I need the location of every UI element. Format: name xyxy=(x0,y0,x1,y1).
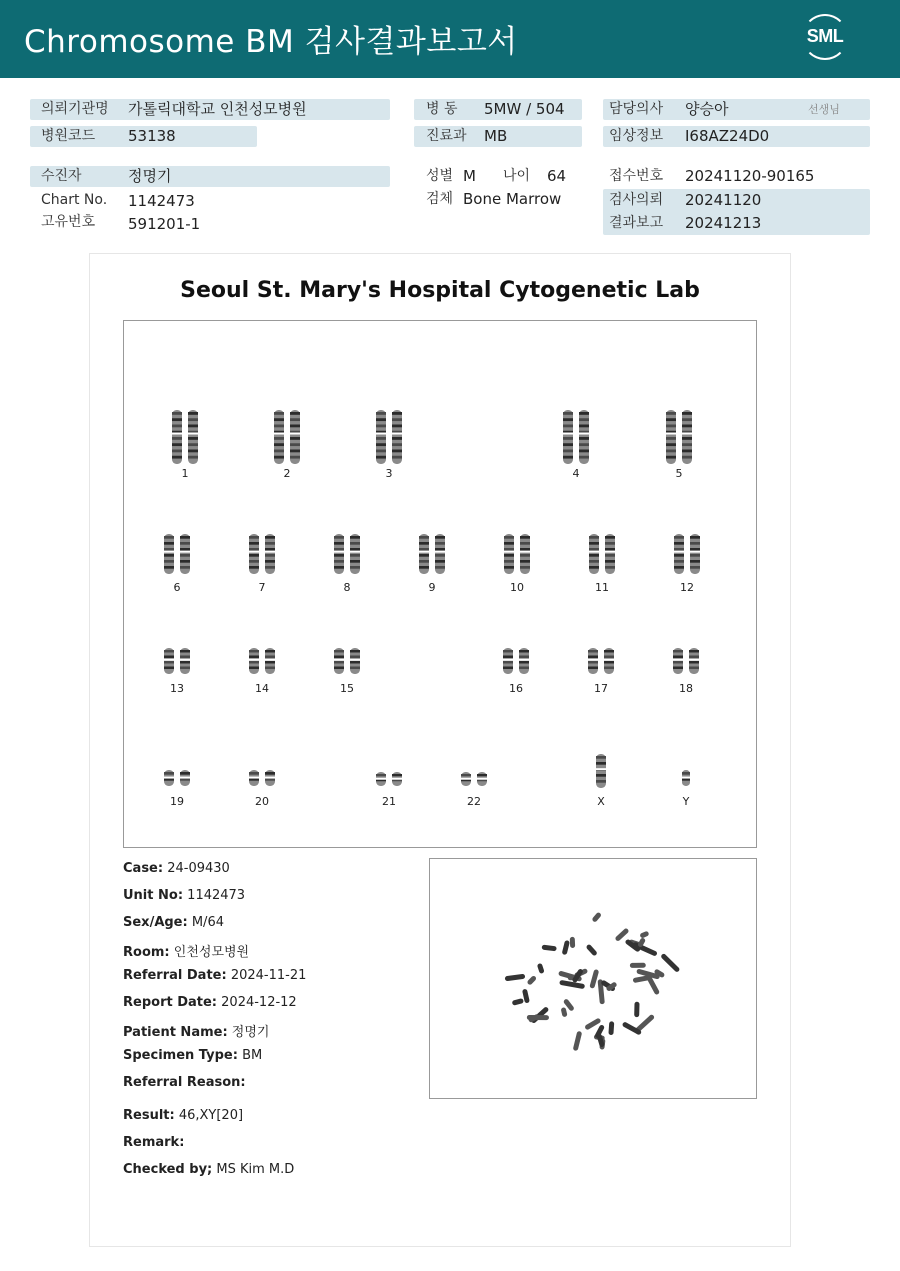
repdate-label: Report Date: xyxy=(123,995,218,1010)
hosp-code-label: 병원코드 xyxy=(41,128,96,144)
chromosome-14 xyxy=(237,647,287,696)
checked-label: Checked by; xyxy=(123,1162,213,1177)
chromosome-pair-17-icon xyxy=(584,647,618,675)
chromosome-pair-20-icon xyxy=(245,769,279,787)
metaphase-chromosome xyxy=(630,963,646,968)
chromosome-pair-13-icon xyxy=(160,647,194,675)
cytogenetic-report xyxy=(89,253,791,1247)
chart-value: 1142473 xyxy=(128,192,195,210)
room-label: Room: xyxy=(123,945,170,960)
metaphase-chromosome xyxy=(591,912,602,923)
pname-line xyxy=(123,1021,269,1040)
case-label: Case: xyxy=(123,861,164,876)
chromosome-label-21: 21 xyxy=(382,795,396,808)
result-label: Result: xyxy=(123,1108,175,1123)
room-line xyxy=(123,941,249,960)
chromosome-4 xyxy=(551,409,601,481)
metaphase-chromosome xyxy=(512,998,524,1006)
chromosome-label-8: 8 xyxy=(343,581,351,594)
case-value: 24-09430 xyxy=(167,861,230,876)
spec-value: BM xyxy=(242,1048,263,1063)
chromosome-label-y: Y xyxy=(682,795,690,808)
chromosome-pair-7-icon xyxy=(245,533,279,575)
chromosome-label-2: 2 xyxy=(283,467,291,480)
chromosome-pair-x-icon xyxy=(584,753,618,789)
metaphase-chromosome xyxy=(542,945,557,952)
chromosome-y xyxy=(661,769,711,809)
chromosome-5 xyxy=(654,409,704,481)
chromosome-pair-5-icon xyxy=(662,409,696,465)
doctor-suffix: 선생님 xyxy=(808,103,840,116)
chromosome-label-5: 5 xyxy=(675,467,683,480)
metaphase-chromosome xyxy=(561,1007,568,1017)
chromosome-19 xyxy=(152,769,202,809)
chromosome-8 xyxy=(322,533,372,595)
chromosome-7 xyxy=(237,533,287,595)
metaphase-spread-image xyxy=(429,858,757,1099)
chart-label: Chart No. xyxy=(41,192,108,208)
metaphase-chromosome xyxy=(608,1021,614,1035)
receipt-label: 접수번호 xyxy=(609,168,664,184)
age-label: 나이 xyxy=(503,168,531,184)
sml-logo xyxy=(800,14,850,64)
chromosome-label-4: 4 xyxy=(572,467,580,480)
chromosome-label-9: 9 xyxy=(428,581,436,594)
chromosome-pair-12-icon xyxy=(670,533,704,575)
chromosome-pair-3-icon xyxy=(372,409,406,465)
metaphase-chromosome xyxy=(634,1002,639,1018)
dept-value: MB xyxy=(484,127,508,145)
lab-title: Seoul St. Mary's Hospital Cytogenetic Lab xyxy=(180,278,700,303)
chromosome-11 xyxy=(577,533,627,595)
chromosome-label-12: 12 xyxy=(680,581,694,594)
hosp-code-value: 53138 xyxy=(128,127,176,145)
chromosome-12 xyxy=(662,533,712,595)
checked-line xyxy=(123,1162,294,1177)
chromosome-pair-10-icon xyxy=(500,533,534,575)
reason-line xyxy=(123,1075,246,1090)
remark-label: Remark: xyxy=(123,1135,185,1150)
metaphase-chromosome xyxy=(537,963,545,974)
metaphase-chromosome xyxy=(589,969,599,989)
sexage-line xyxy=(123,915,224,930)
room-value: 인천성모병원 xyxy=(173,945,250,960)
sexage-label: Sex/Age: xyxy=(123,915,188,930)
metaphase-chromosome xyxy=(586,944,598,957)
chromosome-2 xyxy=(262,409,312,481)
chromosome-pair-16-icon xyxy=(499,647,533,675)
unit-value: 1142473 xyxy=(187,888,246,903)
karyotype-panel xyxy=(123,320,757,848)
chromosome-pair-1-icon xyxy=(168,409,202,465)
chromosome-label-6: 6 xyxy=(173,581,181,594)
request-value: 20241120 xyxy=(685,191,762,209)
patient-bar xyxy=(30,166,390,187)
unit-label: Unit No: xyxy=(123,888,184,903)
chromosome-label-14: 14 xyxy=(255,682,269,695)
chromosome-label-15: 15 xyxy=(340,682,354,695)
chromosome-pair-8-icon xyxy=(330,533,364,575)
chromosome-x xyxy=(576,753,626,809)
refdate-line xyxy=(123,968,306,983)
chromosome-9 xyxy=(407,533,457,595)
age-value: 64 xyxy=(547,167,567,185)
report-title: Chromosome BM 검사결과보고서 xyxy=(24,24,518,60)
chromosome-pair-4-icon xyxy=(559,409,593,465)
chromosome-17 xyxy=(576,647,626,696)
chromosome-pair-6-icon xyxy=(160,533,194,575)
metaphase-chromosome xyxy=(505,974,526,982)
chromosome-pair-11-icon xyxy=(585,533,619,575)
chromosome-label-7: 7 xyxy=(258,581,266,594)
unit-line xyxy=(123,888,245,903)
sex-label: 성별 xyxy=(426,168,454,184)
chromosome-pair-2-icon xyxy=(270,409,304,465)
metaphase-chromosome xyxy=(570,937,575,948)
report-header xyxy=(0,0,900,78)
request-label: 검사의뢰 xyxy=(609,192,664,208)
doctor-label: 담당의사 xyxy=(609,101,664,117)
unique-value: 591201-1 xyxy=(128,215,201,233)
patient-label: 수진자 xyxy=(41,168,82,184)
chromosome-22 xyxy=(449,771,499,809)
metaphase-chromosome xyxy=(559,980,585,989)
chromosome-pair-15-icon xyxy=(330,647,364,675)
chromosome-16 xyxy=(491,647,541,696)
patient-value: 정명기 xyxy=(128,167,172,185)
chromosome-18 xyxy=(661,647,711,696)
chromosome-3 xyxy=(364,409,414,481)
chromosome-15 xyxy=(322,647,372,696)
metaphase-chromosome xyxy=(526,975,537,986)
chromosome-pair-22-icon xyxy=(457,771,491,787)
chromosome-label-x: X xyxy=(597,795,605,808)
remark-line xyxy=(123,1135,184,1150)
chromosome-10 xyxy=(492,533,542,595)
chromosome-13 xyxy=(152,647,202,696)
chromosome-label-10: 10 xyxy=(510,581,524,594)
chromosome-6 xyxy=(152,533,202,595)
result-date-label: 결과보고 xyxy=(609,215,664,231)
ward-value: 5MW / 504 xyxy=(484,100,565,118)
refdate-label: Referral Date: xyxy=(123,968,227,983)
checked-value: MS Kim M.D xyxy=(216,1162,295,1177)
reason-label: Referral Reason: xyxy=(123,1075,246,1090)
chromosome-label-20: 20 xyxy=(255,795,269,808)
spec-line xyxy=(123,1048,262,1063)
spec-label: Specimen Type: xyxy=(123,1048,238,1063)
unique-label: 고유번호 xyxy=(41,214,96,230)
chromosome-pair-y-icon xyxy=(679,769,693,787)
chromosome-label-22: 22 xyxy=(467,795,481,808)
req-org-label: 의뢰기관명 xyxy=(41,101,109,117)
chromosome-pair-9-icon xyxy=(415,533,449,575)
chromosome-20 xyxy=(237,769,287,809)
specimen-label: 검체 xyxy=(426,191,454,207)
ward-label: 병 동 xyxy=(426,101,458,117)
chromosome-label-16: 16 xyxy=(509,682,523,695)
result-value: 46,XY[20] xyxy=(178,1108,244,1123)
chromosome-label-11: 11 xyxy=(595,581,609,594)
chromosome-pair-21-icon xyxy=(372,771,406,787)
metaphase-chromosome xyxy=(562,940,570,955)
req-org-value: 가톨릭대학교 인천성모병원 xyxy=(128,100,307,118)
receipt-value: 20241120-90165 xyxy=(685,167,815,185)
metaphase-chromosome xyxy=(573,1031,583,1051)
metaphase-chromosome xyxy=(660,953,680,973)
metaphase-chromosome xyxy=(639,931,649,939)
chromosome-pair-18-icon xyxy=(669,647,703,675)
chromosome-label-19: 19 xyxy=(170,795,184,808)
result-date-value: 20241213 xyxy=(685,214,762,232)
repdate-line xyxy=(123,995,297,1010)
pname-value: 정명기 xyxy=(231,1025,270,1040)
chromosome-label-3: 3 xyxy=(385,467,393,480)
sex-value: M xyxy=(463,167,476,185)
chromosome-label-13: 13 xyxy=(170,682,184,695)
doctor-value: 양승아 xyxy=(685,100,729,118)
chromosome-pair-14-icon xyxy=(245,647,279,675)
dept-label: 진료과 xyxy=(426,128,467,144)
chromosome-pair-19-icon xyxy=(160,769,194,787)
chromosome-label-17: 17 xyxy=(594,682,608,695)
clinical-label: 임상정보 xyxy=(609,128,664,144)
repdate-value: 2024-12-12 xyxy=(221,995,297,1010)
sexage-value: M/64 xyxy=(191,915,224,930)
specimen-value: Bone Marrow xyxy=(463,190,562,208)
logo-text: SML xyxy=(806,26,844,46)
chromosome-label-1: 1 xyxy=(181,467,189,480)
refdate-value: 2024-11-21 xyxy=(230,968,307,983)
chromosome-label-18: 18 xyxy=(679,682,693,695)
pname-label: Patient Name: xyxy=(123,1025,228,1040)
chromosome-21 xyxy=(364,771,414,809)
result-line xyxy=(123,1108,243,1123)
metaphase-spread-graphic xyxy=(430,859,756,1098)
chromosome-1 xyxy=(160,409,210,481)
clinical-value: I68AZ24D0 xyxy=(685,127,770,145)
case-line xyxy=(123,861,230,876)
